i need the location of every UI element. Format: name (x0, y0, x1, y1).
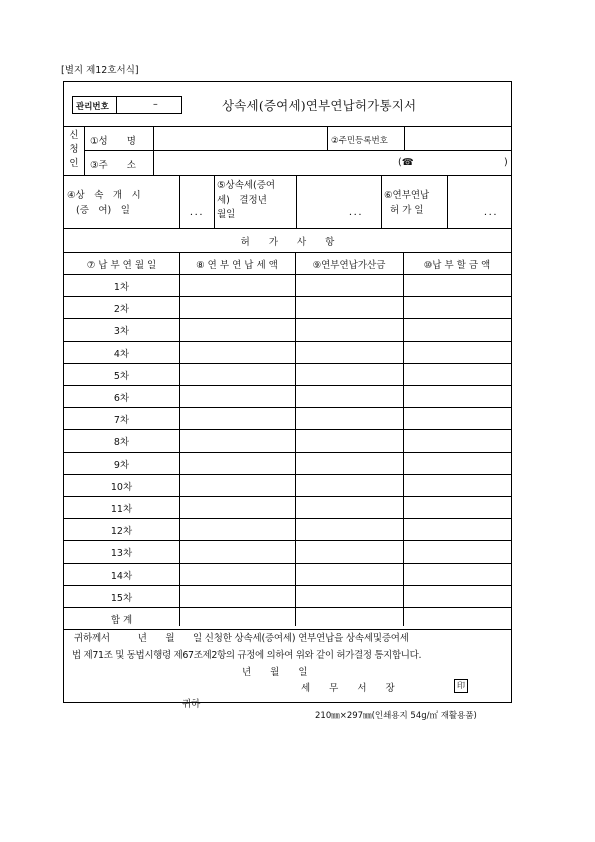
resident-number-label: ②주민등록번호 (331, 136, 388, 146)
paper-spec-note: 210㎜×297㎜(인쇄용지 54g/㎡ 재활용품) (315, 711, 477, 721)
page-title: 상속세(증여세)연부연납허가통지서 (222, 98, 417, 113)
installment-row-label: 5차 (113, 371, 130, 382)
inheritance-start-date-label: ④상 속 개 시 (증 여) 일 (67, 190, 141, 216)
column-additional-charge: ⑨연부연납가산금 (312, 260, 386, 271)
permit-notice-form (63, 81, 512, 710)
form-number-label: [별지 제12호서식] (61, 65, 139, 76)
phone-close: ) (504, 157, 508, 168)
installment-row-label: 10차 (110, 482, 133, 493)
notice-date: 년 월 일 (242, 667, 308, 678)
recipient-label: 귀하 (182, 699, 201, 710)
phone-label: (☎ (398, 157, 414, 168)
installment-permit-date-label: ⑥연부연납 허 가 일 (384, 190, 430, 216)
installment-row-label: 12차 (110, 526, 133, 537)
total-row-label: 합 계 (110, 615, 133, 626)
column-installment-tax: ⑧ 연 부 연 납 세 액 (196, 260, 278, 271)
tax-decision-date-label: ⑤상속세(증여 세) 결정년 월일 (217, 180, 276, 220)
installment-row-label: 7차 (113, 415, 130, 426)
installment-row-label: 2차 (113, 304, 130, 315)
applicant-group-label: 신 청 인 (69, 130, 79, 169)
address-label: ③주 소 (90, 160, 136, 171)
notice-text-line-1: 귀하께서 년 월 일 신청한 상속세(증여세) 연부연납을 상속세및증여세 (74, 633, 409, 644)
tax-decision-date-value: ．．． (349, 207, 369, 218)
column-payment-date: ⑦ 납 부 연 월 일 (86, 260, 157, 271)
installment-row-label: 11차 (110, 504, 133, 515)
permit-details-title: 허 가 사 항 (240, 237, 335, 248)
name-label: ①성 명 (90, 136, 136, 147)
installment-row-label: 4차 (113, 349, 130, 360)
management-number-value: – (153, 99, 158, 110)
installment-row-label: 3차 (113, 326, 130, 337)
installment-row-label: 15차 (110, 593, 133, 604)
management-number-box (72, 96, 182, 114)
installment-row-label: 6차 (113, 393, 130, 404)
installment-row-label: 13차 (110, 548, 133, 559)
installment-row-label: 9차 (113, 460, 130, 471)
management-number-label: 관리번호 (76, 102, 109, 112)
installment-row-label: 14차 (110, 571, 133, 582)
inheritance-start-date-value: ．．． (190, 207, 210, 218)
installment-row-label: 1차 (113, 282, 130, 293)
installment-row-label: 8차 (113, 437, 130, 448)
tax-office-head: 세 무 서 장 (301, 683, 395, 694)
notice-text-line-2: 법 제71조 및 동법시행령 제67조제2항의 규정에 의하여 위와 같이 허가결정 통지합니다. (72, 650, 422, 661)
column-payable-amount: ⑩납 부 할 금 액 (423, 260, 491, 271)
seal-mark: 印 (454, 679, 468, 693)
installment-permit-date-value: ．．． (484, 207, 504, 218)
